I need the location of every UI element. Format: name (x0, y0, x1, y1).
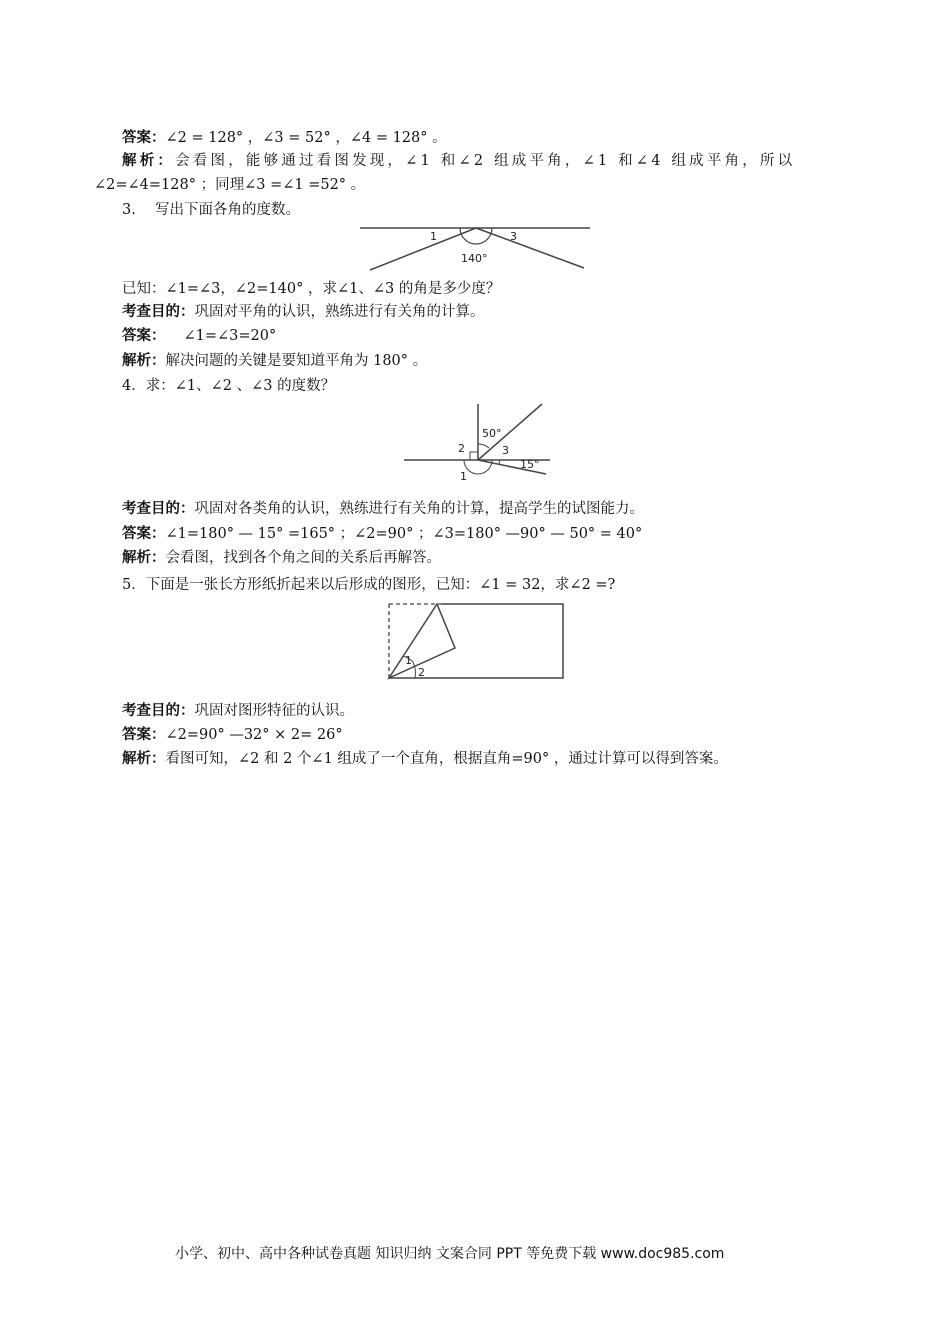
label-angle-3: 3 (510, 230, 517, 243)
analysis-text: 会看图，能够通过看图发现，∠1 和∠2 组成平角，∠1 和∠4 组成平角，所以 (175, 153, 796, 169)
answer-text: ∠1=∠3=20° (183, 328, 277, 344)
label-angle-50: 50° (482, 427, 502, 440)
label-angle-2: 2 (458, 442, 465, 455)
analysis-label: 解析： (122, 352, 166, 369)
purpose-text: 巩固对各类角的认识，熟练进行有关角的计算，提高学生的试图能力。 (194, 501, 644, 517)
q5-figure (385, 602, 567, 682)
label-angle-1: 1 (460, 470, 467, 483)
q4-analysis (122, 547, 441, 569)
q2-analysis-cont: ∠2=∠4=128° ；同理∠3 =∠1 =52° 。 (94, 177, 366, 193)
answer-text: ∠1=180° — 15° =165° ；∠2=90° ；∠3=180° —90° — 50° = 40° (165, 526, 643, 542)
angle-arc-2 (413, 662, 415, 678)
answer-label: 答案： (122, 726, 166, 743)
purpose-text: 巩固对图形特征的认识。 (194, 703, 354, 719)
q5-analysis (122, 748, 728, 770)
answer-text: ∠2 = 128° ，∠3 = 52° ，∠4 = 128° 。 (165, 130, 447, 146)
analysis-text: 看图可知，∠2 和 2 个∠1 组成了一个直角，根据直角=90° ，通过计算可以得到答案。 (165, 751, 728, 767)
label-angle-1: 1 (430, 230, 437, 243)
label-angle-15: 15° (520, 458, 540, 471)
angle-arc-50 (478, 444, 489, 448)
purpose-label: 考查目的： (122, 303, 195, 320)
label-angle-140: 140° (461, 252, 488, 265)
q4-figure (402, 400, 552, 488)
analysis-text: 会看图，找到各个角之间的关系后再解答。 (165, 550, 441, 566)
analysis-text: 解决问题的关键是要知道平角为 180° 。 (165, 353, 428, 369)
analysis-label: 解析： (122, 549, 166, 566)
q3-given: 已知：∠1=∠3，∠2=140° ，求∠1、∠3 的角是多少度？ (122, 281, 501, 297)
q4-purpose (122, 498, 644, 520)
q2-analysis (122, 150, 795, 172)
answer-label: 答案： (122, 525, 166, 542)
answer-label: 答案： (122, 327, 166, 344)
ray-right (476, 228, 584, 268)
label-angle-3: 3 (502, 444, 509, 457)
right-angle-mark (470, 452, 478, 460)
label-angle-2: 2 (418, 666, 425, 679)
q4-answer (122, 523, 642, 545)
answer-label: 答案： (122, 129, 166, 146)
q5-purpose (122, 700, 354, 722)
purpose-label: 考查目的： (122, 500, 195, 517)
q4-question: 4．求：∠1、∠2 、∠3 的度数？ (122, 378, 336, 394)
q5-answer (122, 724, 343, 746)
q5-question: 5．下面是一张长方形纸折起来以后形成的图形，已知：∠1 = 32，求∠2 =? (122, 577, 616, 593)
q3-purpose (122, 301, 485, 323)
q3-figure (358, 218, 592, 274)
q3-answer (122, 325, 276, 347)
analysis-label: 解析： (122, 152, 176, 169)
q3-analysis (122, 350, 427, 372)
q2-answer (122, 127, 447, 149)
answer-text: ∠2=90° —32° × 2= 26° (165, 727, 343, 743)
angle-arc (460, 228, 492, 244)
purpose-text: 巩固对平角的认识，熟练进行有关角的计算。 (194, 304, 485, 320)
q3-question: 3. 写出下面各角的度数。 (122, 202, 300, 218)
purpose-label: 考查目的： (122, 702, 195, 719)
label-angle-1: 1 (405, 654, 412, 667)
page-footer: 小学、初中、高中各种试卷真题 知识归纳 文案合同 PPT 等免费下载 www.doc985.com (175, 1246, 725, 1262)
analysis-label: 解析： (122, 750, 166, 767)
